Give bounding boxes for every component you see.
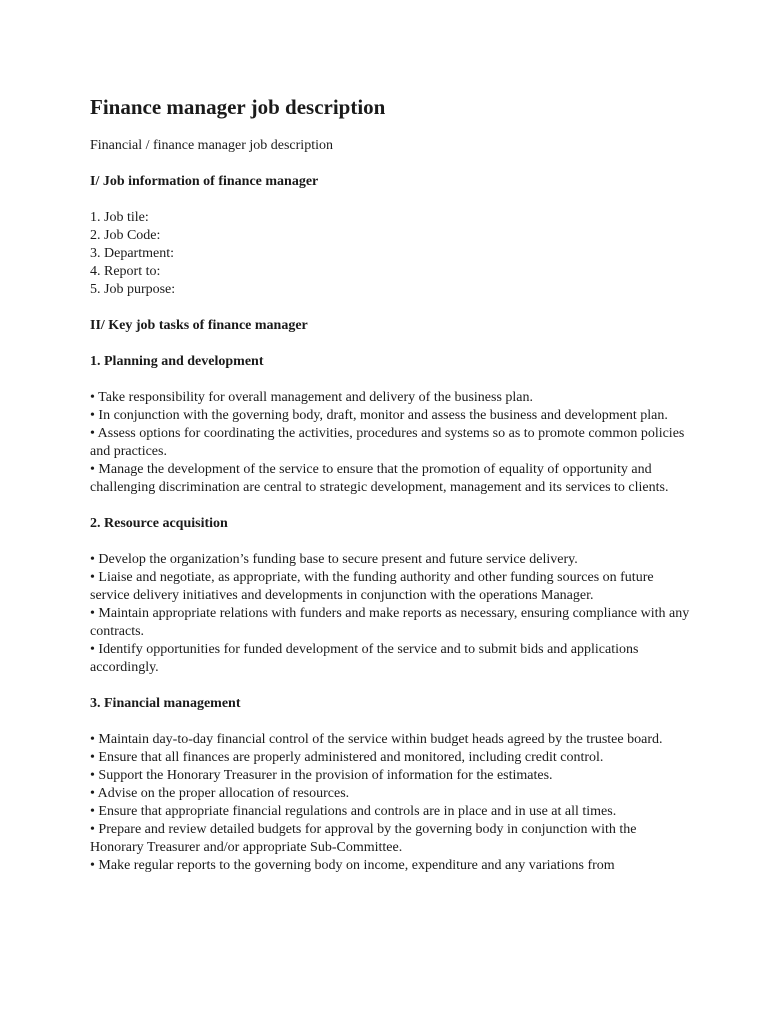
document-page bbox=[90, 93, 690, 875]
bullet-item: • Maintain appropriate relations with funders and make reports as necessary, ensuring compliance with any contracts. bbox=[90, 606, 690, 639]
section-heading-key-job-tasks: II/ Key job tasks of finance manager bbox=[90, 318, 308, 333]
bullet-item: • Make regular reports to the governing body on income, expenditure and any variations from bbox=[90, 858, 615, 873]
list-item: 2. Job Code: bbox=[90, 228, 161, 243]
page-title: Finance manager job description bbox=[90, 95, 386, 119]
subsection-heading-financial-management: 3. Financial management bbox=[90, 696, 241, 711]
bullet-item: • Maintain day-to-day financial control of the service within budget heads agreed by the trustee board. bbox=[90, 732, 663, 747]
resource-bullets bbox=[90, 551, 690, 677]
document-subtitle: Financial / finance manager job description bbox=[90, 138, 333, 153]
bullet-item: • Manage the development of the service to ensure that the promotion of equality of opportunity and challenging discrimination are central to strategic development, management and its services to clients. bbox=[90, 462, 669, 495]
subsection-heading-planning: 1. Planning and development bbox=[90, 354, 264, 369]
financial-bullets bbox=[90, 731, 690, 875]
bullet-item: • Prepare and review detailed budgets for approval by the governing body in conjunction with the Honorary Treasurer and/or appropriate Sub-Committee. bbox=[90, 822, 637, 855]
bullet-item: • Liaise and negotiate, as appropriate, with the funding authority and other funding sources on future service delivery initiatives and developments in conjunction with the operations Manager. bbox=[90, 570, 654, 603]
list-item: 5. Job purpose: bbox=[90, 282, 176, 297]
bullet-item: • Ensure that appropriate financial regulations and controls are in place and in use at all times. bbox=[90, 804, 617, 819]
planning-bullets bbox=[90, 389, 690, 497]
bullet-item: • In conjunction with the governing body, draft, monitor and assess the business and development plan. bbox=[90, 408, 668, 423]
job-information-list bbox=[90, 209, 690, 299]
bullet-item: • Take responsibility for overall management and delivery of the business plan. bbox=[90, 390, 533, 405]
bullet-item: • Develop the organization’s funding base to secure present and future service delivery. bbox=[90, 552, 578, 567]
subsection-heading-resource-acquisition: 2. Resource acquisition bbox=[90, 516, 228, 531]
bullet-item: • Assess options for coordinating the activities, procedures and systems so as to promote common policies and practices. bbox=[90, 426, 685, 459]
list-item: 3. Department: bbox=[90, 246, 174, 261]
bullet-item: • Identify opportunities for funded development of the service and to submit bids and applications accordingly. bbox=[90, 642, 639, 675]
bullet-item: • Advise on the proper allocation of resources. bbox=[90, 786, 350, 801]
bullet-item: • Support the Honorary Treasurer in the provision of information for the estimates. bbox=[90, 768, 553, 783]
section-heading-job-information: I/ Job information of finance manager bbox=[90, 174, 319, 189]
bullet-item: • Ensure that all finances are properly administered and monitored, including credit control. bbox=[90, 750, 604, 765]
list-item: 1. Job tile: bbox=[90, 210, 149, 225]
list-item: 4. Report to: bbox=[90, 264, 161, 279]
